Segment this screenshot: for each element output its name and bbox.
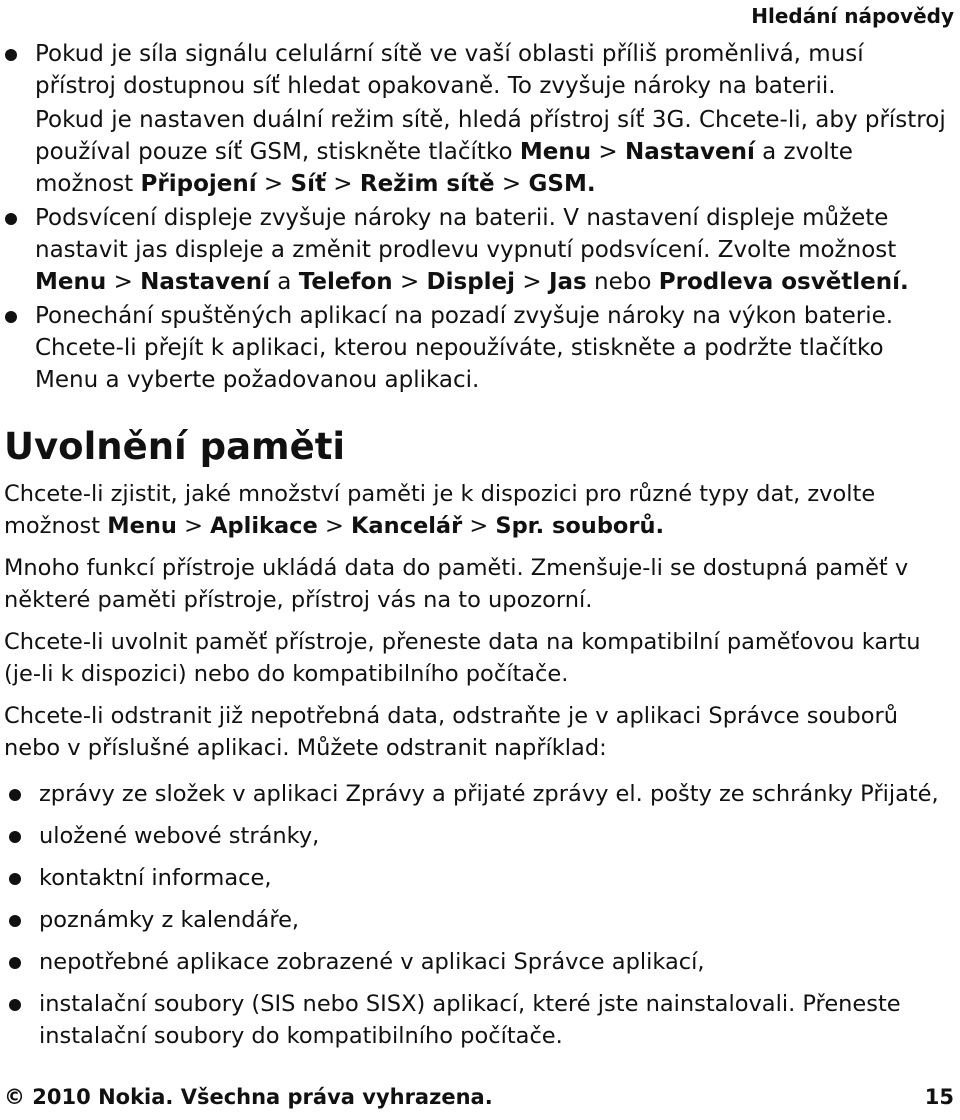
battery-tips-list <box>0 38 946 398</box>
menu-path-menu: Menu <box>519 139 592 165</box>
menu-path-gsm: GSM. <box>528 171 596 197</box>
menu-path-applications: Aplikace <box>210 513 318 539</box>
separator: > <box>469 513 489 539</box>
text: Ponechání spuštěných aplikací na pozadí zvyšuje nároky na výkon baterie. Chcete-li přejít k aplikaci, kterou nepoužíváte, stiskněte a podržte tlačítko Menu a vyberte požadovanou aplikaci. <box>35 303 894 393</box>
list-item <box>0 202 946 298</box>
separator: > <box>184 513 203 539</box>
page-footer <box>4 1085 954 1109</box>
paragraph: Chcete-li uvolnit paměť přístroje, přeneste data na kompatibilní paměťovou kartu (je-li k dispozici) nebo do kompatibilního počítače. <box>4 629 921 687</box>
menu-path-light-timeout: Prodleva osvětlení. <box>658 269 909 295</box>
list-item: kontaktní informace, <box>4 862 948 894</box>
page-header: Hledání nápovědy <box>751 4 954 28</box>
list-item <box>0 38 946 200</box>
menu-path-network: Síť <box>290 171 326 197</box>
section-title: Uvolnění paměti <box>4 425 346 468</box>
text: Podsvícení displeje zvyšuje nároky na baterii. V nastavení displeje můžete nastavit jas displeje a změnit prodlevu vypnutí podsvícení. Zvolte možnost <box>35 205 897 263</box>
removable-data-list <box>4 778 948 1052</box>
separator: > <box>263 171 284 197</box>
copyright-text: © 2010 Nokia. Všechna práva vyhrazena. <box>4 1085 493 1109</box>
menu-path-file-manager: Spr. souborů. <box>495 513 665 539</box>
list-item: poznámky z kalendáře, <box>4 904 948 936</box>
list-item: instalační soubory (SIS nebo SISX) aplikací, které jste nainstalovali. Přeneste instalační soubory do kompatibilního počítače. <box>4 988 948 1052</box>
page-number: 15 <box>924 1085 954 1109</box>
paragraph: Chcete-li odstranit již nepotřebná data, odstraňte je v aplikaci Správce souborů nebo v příslušné aplikaci. Můžete odstranit například: <box>4 703 899 761</box>
menu-path-brightness: Jas <box>548 269 587 295</box>
text: nebo <box>594 269 652 295</box>
menu-path-display: Displej <box>426 269 516 295</box>
menu-path-menu: Menu <box>35 269 107 295</box>
separator: > <box>522 269 542 295</box>
separator: > <box>333 171 353 197</box>
signal-paragraph: Pokud je síla signálu celulární sítě ve vaší oblasti příliš proměnlivá, musí přístroj dostupnou síť hledat opakovaně. To zvyšuje nároky na baterii. <box>35 41 864 99</box>
memory-check-paragraph <box>4 478 948 542</box>
menu-path-office: Kancelář <box>350 513 463 539</box>
list-item: uložené webové stránky, <box>4 820 948 852</box>
paragraph: Mnoho funkcí přístroje ukládá data do paměti. Zmenšuje-li se dostupná paměť v některé paměti přístroje, přístroj vás na to upozorní. <box>4 555 909 613</box>
section-body <box>4 478 948 1062</box>
separator: > <box>501 171 522 197</box>
separator: > <box>113 269 133 295</box>
text: Pokud je nastaven duální režim sítě, hledá přístroj síť 3G. Chcete-li, aby přístroj používal pouze síť GSM, stiskněte tlačítko <box>35 107 946 165</box>
dual-mode-paragraph <box>35 104 946 200</box>
menu-path-settings: Nastavení <box>625 139 755 165</box>
separator: > <box>324 513 344 539</box>
text: a zvolte možnost <box>35 139 853 197</box>
list-item <box>0 300 946 396</box>
separator: > <box>399 269 420 295</box>
list-item: zprávy ze složek v aplikaci Zprávy a přijaté zprávy el. pošty ze schránky Přijaté, <box>4 778 948 810</box>
menu-path-connection: Připojení <box>140 171 257 197</box>
menu-path-settings: Nastavení <box>140 269 270 295</box>
text: Chcete-li zjistit, jaké množství paměti je k dispozici pro různé typy dat, zvolte možnost <box>4 481 876 539</box>
menu-path-menu: Menu <box>107 513 177 539</box>
list-item: nepotřebné aplikace zobrazené v aplikaci Správce aplikací, <box>4 946 948 978</box>
menu-path-phone: Telefon <box>298 269 393 295</box>
separator: > <box>598 139 618 165</box>
menu-path-network-mode: Režim sítě <box>359 171 495 197</box>
text: a <box>277 269 292 295</box>
